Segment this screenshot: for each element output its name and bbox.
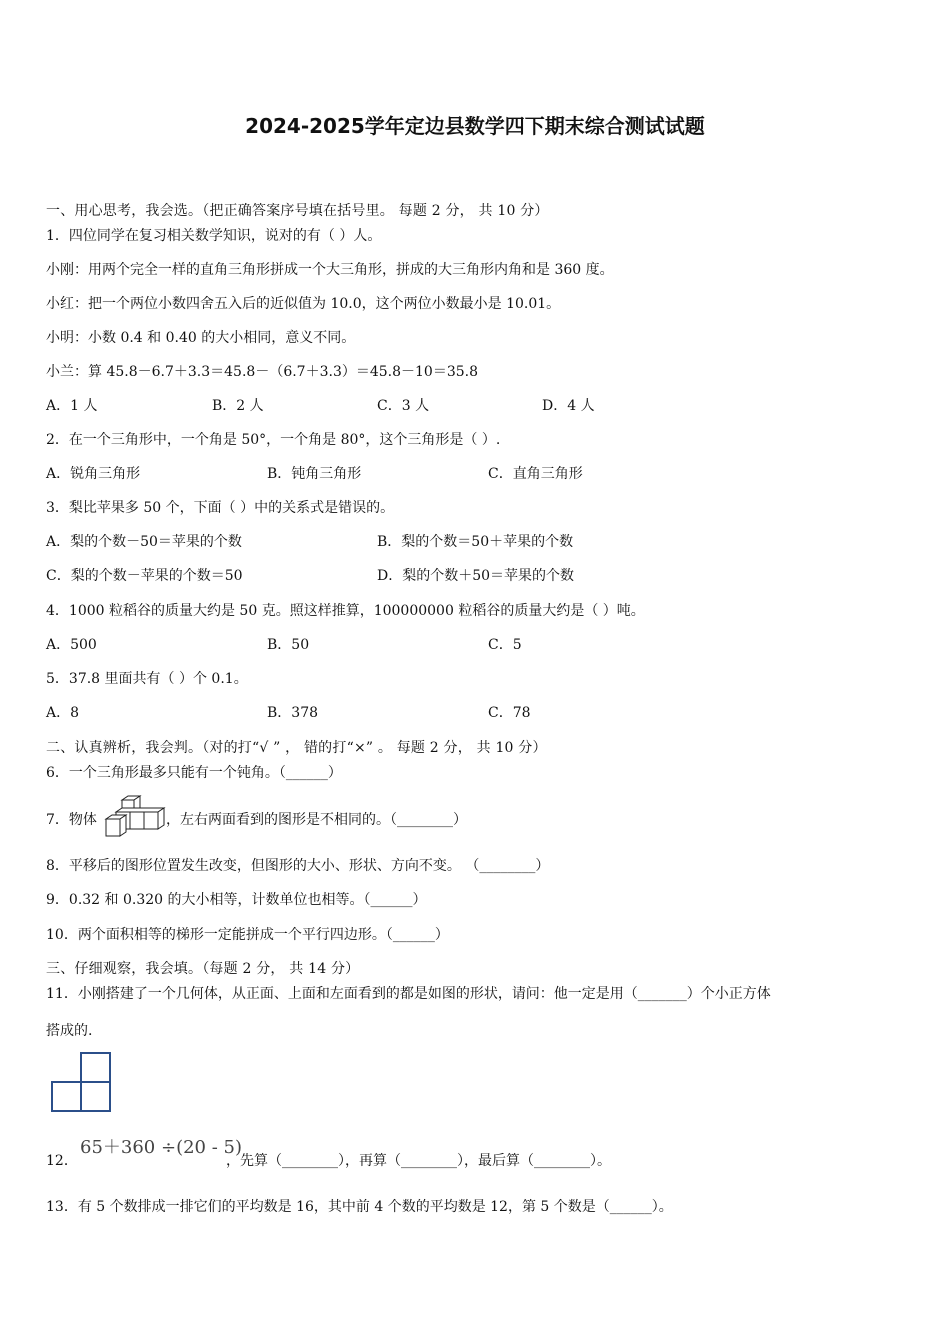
q1-option-b: B．2 人 <box>212 398 264 414</box>
q7-prefix: 7．物体 <box>46 812 97 828</box>
view-square-bottom-left <box>52 1082 81 1111</box>
q7-text: ，左右两面看到的图形是不相同的。（________） <box>166 812 467 828</box>
section1-heading: 一、用心思考，我会选。（把正确答案序号填在括号里。 每题 2 分， 共 10 分） <box>46 203 549 219</box>
q4-option-a: A．500 <box>46 637 97 653</box>
q13: 13．有 5 个数排成一排它们的平均数是 16，其中前 4 个数的平均数是 12，第 5 个数是（______）。 <box>46 1199 673 1215</box>
q3-stem: 3．梨比苹果多 50 个，下面（ ）中的关系式是错误的。 <box>46 500 395 516</box>
q1-statement-3: 小明：小数 0.4 和 0.40 的大小相同，意义不同。 <box>46 330 356 346</box>
section2-heading: 二、认真辨析，我会判。（对的打“√ ” ， 错的打“×” 。 每题 2 分， 共 10 分） <box>46 740 547 756</box>
q2-stem: 2．在一个三角形中，一个角是 50°，一个角是 80°，这个三角形是（ ）. <box>46 432 501 448</box>
q3-option-b: B．梨的个数＝50＋苹果的个数 <box>377 534 574 550</box>
q1-option-a: A．1 人 <box>46 398 98 414</box>
q12-expression: 65＋360 ÷(20 - 5) <box>80 1137 242 1158</box>
q3-option-c: C．梨的个数－苹果的个数＝50 <box>46 568 243 584</box>
q1-statement-4: 小兰：算 45.8－6.7＋3.3＝45.8－（6.7＋3.3）＝45.8－10＝35.8 <box>46 364 479 380</box>
q11-line2: 搭成的. <box>46 1023 93 1039</box>
q1-option-d: D．4 人 <box>542 398 595 414</box>
front-cube <box>106 819 120 836</box>
q12-number: 12． <box>46 1153 78 1169</box>
q2-option-b: B．钝角三角形 <box>267 466 362 482</box>
row-side-face <box>158 808 164 829</box>
q10: 10．两个面积相等的梯形一定能拼成一个平行四边形。（______） <box>46 927 449 943</box>
row-cube-2 <box>130 812 144 829</box>
q5-option-c: C．78 <box>488 705 531 721</box>
q3-option-a: A．梨的个数－50＝苹果的个数 <box>46 534 242 550</box>
q1-option-c: C．3 人 <box>377 398 430 414</box>
q4-option-c: C．5 <box>488 637 522 653</box>
q5-option-b: B．378 <box>267 705 319 721</box>
q5-stem: 5．37.8 里面共有（ ）个 0.1。 <box>46 671 248 687</box>
cube-figure <box>102 795 172 840</box>
q1-statement-2: 小红：把一个两位小数四舍五入后的近似值为 10.0，这个两位小数最小是 10.01。 <box>46 296 561 312</box>
view-square-bottom-right <box>81 1082 110 1111</box>
q8: 8．平移后的图形位置发生改变，但图形的大小、形状、方向不变。 （________） <box>46 858 550 874</box>
q1-stem: 1．四位同学在复习相关数学知识，说对的有（ ）人。 <box>46 228 382 244</box>
q5-option-a: A．8 <box>46 705 80 721</box>
q9: 9．0.32 和 0.320 的大小相等，计数单位也相等。（______） <box>46 892 427 908</box>
view-square-top <box>81 1053 110 1082</box>
q4-stem: 4．1000 粒稻谷的质量大约是 50 克。照这样推算，100000000 粒稻谷的质量大约是（ ）吨。 <box>46 603 645 619</box>
view-figure <box>50 1050 114 1116</box>
q6: 6．一个三角形最多只能有一个钝角。（______） <box>46 765 342 781</box>
row-top-face <box>116 808 164 812</box>
section3-heading: 三、仔细观察，我会填。（每题 2 分， 共 14 分） <box>46 961 360 977</box>
page-title: 2024-2025学年定边县数学四下期末综合测试试题 <box>245 114 705 138</box>
q11-line1: 11．小刚搭建了一个几何体，从正面、上面和左面看到的都是如图的形状，请问：他一定是用（_______）个小正方体 <box>46 986 771 1002</box>
q12-text: ，先算（________），再算（________），最后算（________）。 <box>226 1153 611 1169</box>
q2-option-c: C．直角三角形 <box>488 466 583 482</box>
q2-option-a: A．锐角三角形 <box>46 466 141 482</box>
front-cube-side <box>120 815 126 836</box>
row-cube-3 <box>144 812 158 829</box>
q4-option-b: B．50 <box>267 637 310 653</box>
q1-statement-1: 小刚：用两个完全一样的直角三角形拼成一个大三角形，拼成的大三角形内角和是 360 度。 <box>46 262 614 278</box>
q3-option-d: D．梨的个数＋50＝苹果的个数 <box>377 568 575 584</box>
